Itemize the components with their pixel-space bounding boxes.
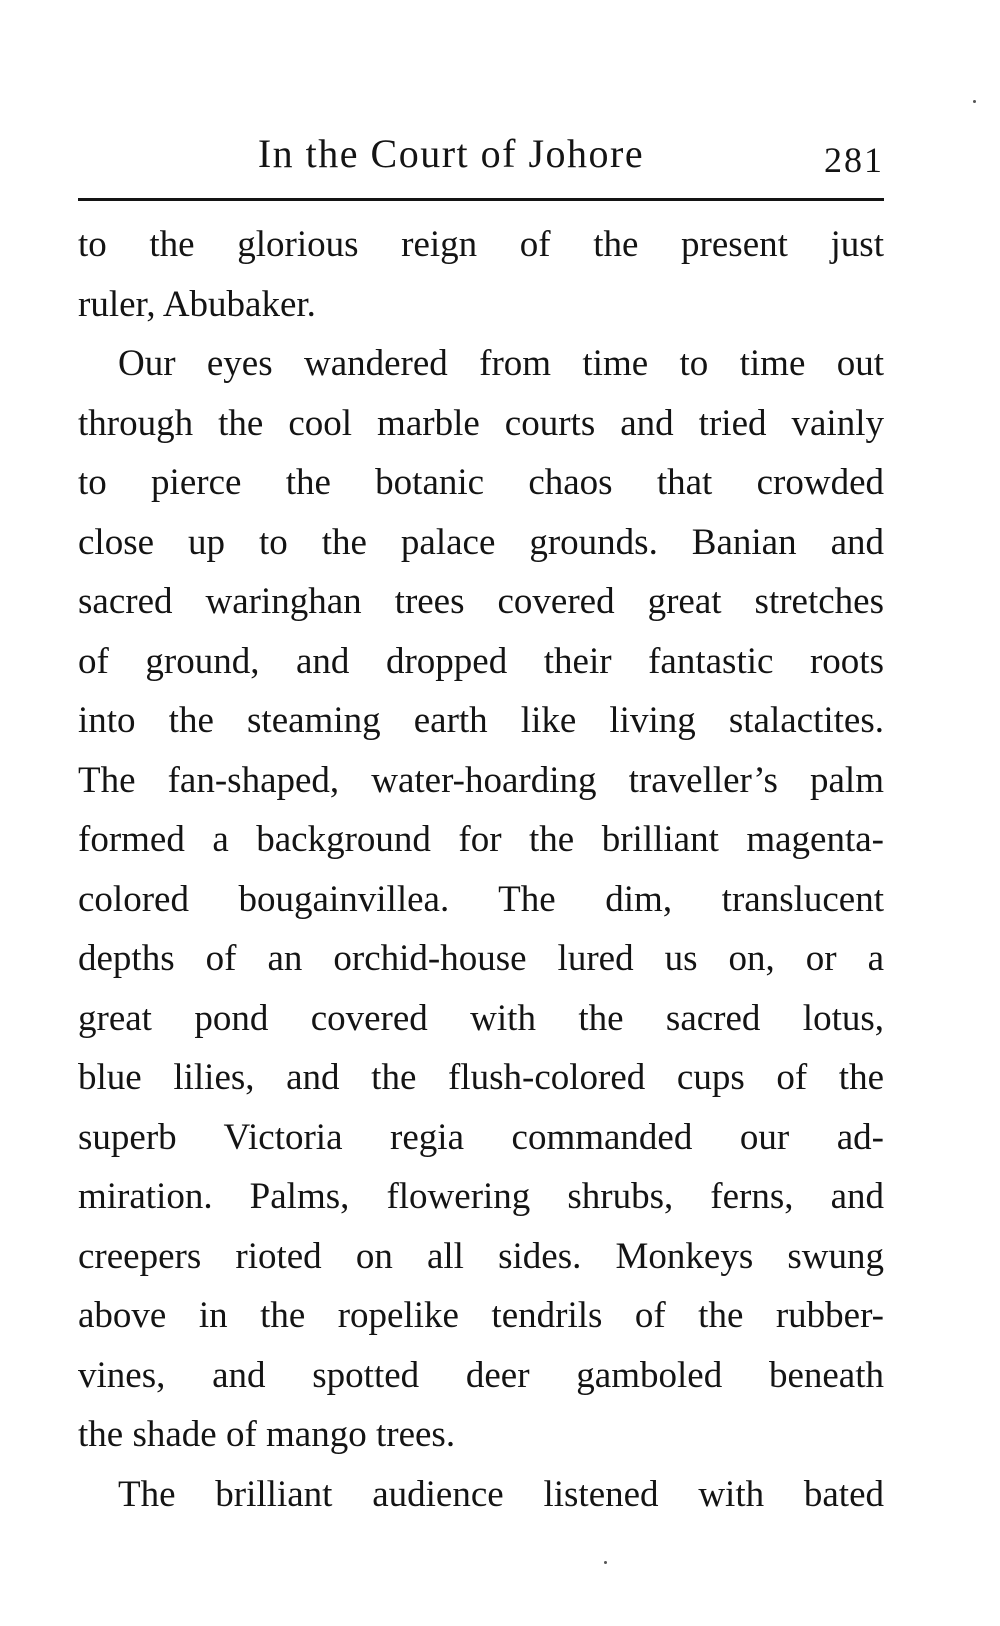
text-line: Our eyes wandered from time to time out (118, 343, 884, 384)
text-line: ruler, Abubaker. (78, 283, 316, 325)
stray-mark (604, 1561, 607, 1564)
text-line: to pierce the botanic chaos that crowded (78, 462, 884, 503)
text-line: colored bougainvillea. The dim, translucent (78, 878, 884, 920)
running-title: In the Court of Johore (257, 131, 645, 176)
body-text (78, 215, 884, 1524)
text-line: creepers rioted on all sides. Monkeys swung (78, 1235, 884, 1277)
text-line: sacred waringhan trees covered great stretches (78, 581, 884, 622)
stray-mark (973, 100, 976, 103)
text-line: close up to the palace grounds. Banian and (78, 521, 884, 563)
text-line: The fan-shaped, water-hoarding traveller’s palm (78, 759, 884, 801)
header-rule (78, 198, 884, 201)
text-line: formed a background for the brilliant magenta- (78, 819, 884, 860)
text-line: to the glorious reign of the present just (78, 224, 884, 265)
text-line: into the steaming earth like living stalactites. (78, 700, 884, 741)
text-line: miration. Palms, flowering shrubs, ferns, and (78, 1176, 884, 1217)
page-number: 281 (824, 140, 884, 180)
text-line: depths of an orchid-house lured us on, or a (78, 938, 884, 979)
text-line: above in the ropelike tendrils of the rubber- (78, 1295, 884, 1336)
text-line: blue lilies, and the flush-colored cups of the (78, 1057, 884, 1098)
text-line: the shade of mango trees. (78, 1414, 456, 1455)
text-line: of ground, and dropped their fantastic roots (78, 640, 884, 682)
text-line: superb Victoria regia commanded our ad- (78, 1116, 884, 1158)
text-line: The brilliant audience listened with bated (118, 1473, 884, 1515)
text-line: great pond covered with the sacred lotus, (78, 997, 884, 1039)
text-line: vines, and spotted deer gamboled beneath (78, 1354, 884, 1396)
running-head (78, 126, 884, 186)
text-line: through the cool marble courts and tried vainly (78, 402, 884, 444)
